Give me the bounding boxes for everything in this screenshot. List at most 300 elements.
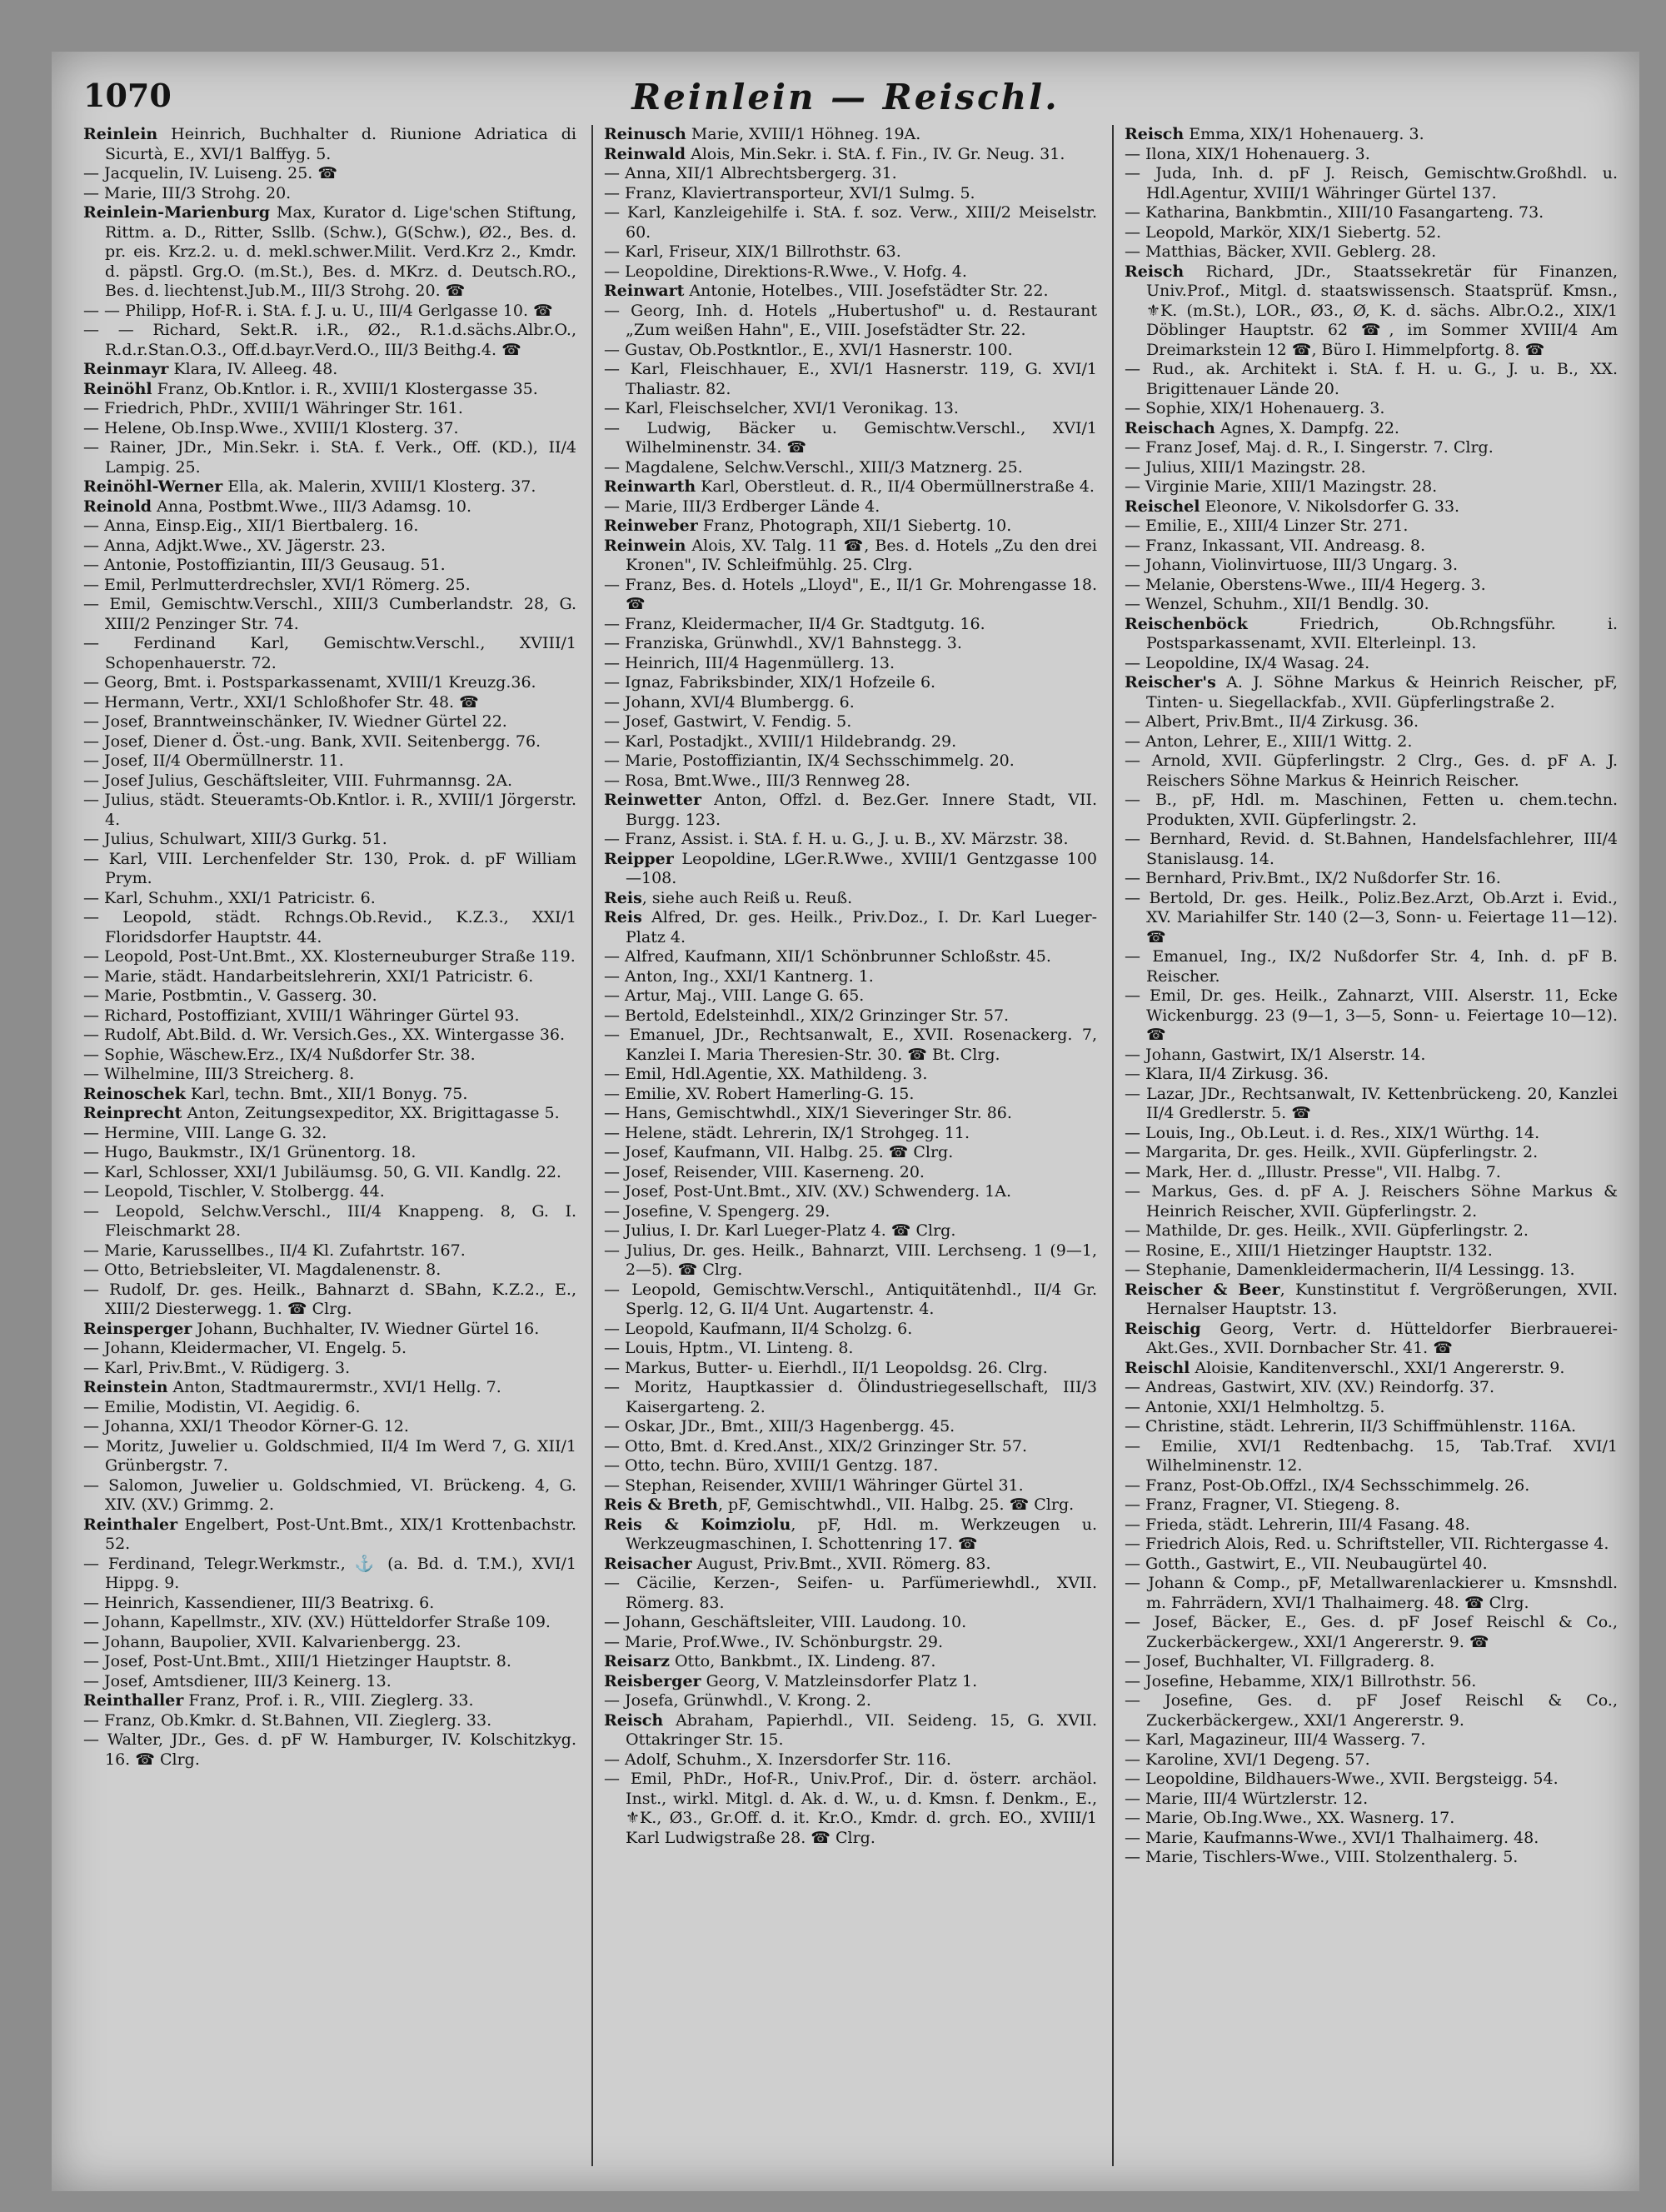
- directory-entry: [604, 1633, 1097, 1653]
- entry-text: — Emil, Hdl.Agentie, XX. Mathildeng. 3.: [604, 1065, 928, 1083]
- entry-text: — Moritz, Hauptkassier d. Ölindustriegesellschaft, III/3 Kaisergarteng. 2.: [604, 1378, 1097, 1416]
- entry-text: — Arnold, XVII. Güpferlingstr. 2 Clrg., Ges. d. pF A. J. Reischers Söhne Markus & Heinrich Reischer.: [1125, 751, 1618, 790]
- directory-entry: [604, 184, 1097, 204]
- entry-text: — Richard, Postoffiziant, XVIII/1 Währinger Gürtel 93.: [83, 1006, 520, 1025]
- directory-entry: [83, 419, 576, 439]
- entry-text: — Josef, Diener d. Öst.-ung. Bank, XVII. Seitenbergg. 76.: [83, 732, 541, 751]
- entry-text: — Johann, Gastwirt, IX/1 Alserstr. 14.: [1125, 1045, 1426, 1064]
- directory-entry: [83, 791, 576, 830]
- directory-entry: [83, 986, 576, 1006]
- entry-surname: Reinöhl: [83, 379, 152, 398]
- directory-entry: [604, 537, 1097, 576]
- entry-surname: Reischenböck: [1125, 614, 1248, 633]
- entry-text: — Emil, Gemischtw.Verschl., XIII/3 Cumberlandstr. 28, G. XIII/2 Penzinger Str. 74.: [83, 595, 576, 633]
- entry-text: — Leopold, Gemischtw.Verschl., Antiquitätenhdl., II/4 Gr. Sperlg. 12, G. II/4 Unt. Augartenstr. 4.: [604, 1280, 1097, 1318]
- directory-entry: [1125, 556, 1618, 576]
- entry-text: — Karoline, XVI/1 Degeng. 57.: [1125, 1750, 1370, 1769]
- entry-surname: Reischl: [1125, 1358, 1190, 1377]
- entry-text: — Josef, Kaufmann, VII. Halbg. 25. ☎ Clrg.: [604, 1143, 954, 1161]
- entry-text: — Virginie Marie, XIII/1 Mazingstr. 28.: [1125, 477, 1438, 496]
- directory-entry: [83, 1437, 576, 1476]
- entry-text: — Anna, Adjkt.Wwe., XV. Jägerstr. 23.: [83, 536, 386, 555]
- directory-entry: [1125, 1281, 1618, 1320]
- entry-text: — Franz Josef, Maj. d. R., I. Singerstr. 7. Clrg.: [1125, 438, 1494, 457]
- directory-entry: [604, 1281, 1097, 1320]
- directory-entry: [83, 1261, 576, 1281]
- entry-text: — Ferdinand, Telegr.Werkmstr., ⚓ (a. Bd. d. T.M.), XVI/1 Hippg. 9.: [83, 1554, 576, 1592]
- entry-text: — Franz, Post-Ob.Offzl., IX/4 Sechsschimmelg. 26.: [1125, 1475, 1530, 1495]
- entry-text: — Emil, Perlmutterdrechsler, XVI/1 Römerg. 25.: [83, 575, 471, 594]
- entry-text: — Marie, Postoffiziantin, IX/4 Sechsschimmelg. 20.: [604, 751, 1015, 770]
- entry-surname: Reischel: [1125, 497, 1200, 516]
- entry-text: — Alfred, Kaufmann, XII/1 Schönbrunner Schloßstr. 45.: [604, 947, 1051, 966]
- directory-entry: [604, 262, 1097, 282]
- entry-text: — Emilie, Modistin, VI. Aegidig. 6.: [83, 1397, 361, 1416]
- directory-entry: [1125, 1221, 1618, 1241]
- entry-text: — Josefine, V. Spengerg. 29.: [604, 1201, 831, 1221]
- entry-text: — Josef, II/4 Obermüllnerstr. 11.: [83, 751, 344, 770]
- directory-entry: [83, 203, 576, 302]
- directory-entry: [604, 830, 1097, 850]
- entry-surname: Reischer's: [1125, 673, 1216, 692]
- entry-text: Alois, XV. Talg. 11 ☎, Bes. d. Hotels „Zu den drei Kronen", IV. Schleifmühlg. 25. Clrg.: [626, 536, 1097, 574]
- entry-text: — Franz, Inkassant, VII. Andreasg. 8.: [1125, 536, 1426, 555]
- directory-entry: [1125, 986, 1618, 1046]
- directory-entry: [83, 321, 576, 360]
- entry-text: — Heinrich, Kassendiener, III/3 Beatrixg. 6.: [83, 1593, 435, 1612]
- entry-surname: Reinwarth: [604, 477, 696, 496]
- directory-entry: [1125, 1085, 1618, 1124]
- directory-entry: [1125, 654, 1618, 674]
- entry-text: — Antonie, XXI/1 Helmholtzg. 5.: [1125, 1397, 1385, 1416]
- directory-entry: [83, 477, 576, 497]
- directory-entry: [83, 1026, 576, 1046]
- entry-surname: Reinwetter: [604, 791, 702, 809]
- directory-entry: [1125, 223, 1618, 243]
- directory-entry: [1125, 791, 1618, 830]
- entry-surname: Reinwein: [604, 536, 686, 555]
- entry-surname: Reinmayr: [83, 360, 169, 378]
- directory-entry: [604, 1104, 1097, 1124]
- entry-text: — Emanuel, Ing., IX/2 Nußdorfer Str. 4, Inh. d. pF B. Reischer.: [1125, 947, 1618, 986]
- directory-entry: [604, 986, 1097, 1006]
- directory-entry: [604, 576, 1097, 615]
- directory-entry: [1125, 537, 1618, 557]
- entry-text: — Artur, Maj., VIII. Lange G. 65.: [604, 986, 865, 1005]
- directory-entry: [83, 1241, 576, 1261]
- directory-entry: [83, 302, 576, 322]
- directory-entry: [83, 1085, 576, 1105]
- directory-entry: [83, 712, 576, 732]
- directory-entry: [1125, 732, 1618, 752]
- directory-entry: [83, 595, 576, 634]
- directory-entry: [604, 947, 1097, 967]
- entry-text: — Otto, Bmt. d. Kred.Anst., XIX/2 Grinzinger Str. 57.: [604, 1436, 1027, 1456]
- directory-entry: [1125, 164, 1618, 203]
- directory-entry: [83, 771, 576, 791]
- entry-text: — Johann & Comp., pF, Metallwarenlackierer u. Kmsnshdl. m. Fahrrädern, XVI/1 Thalhaimerg. 48. ☎ Clrg.: [1125, 1574, 1618, 1612]
- entry-text: — Margarita, Dr. ges. Heilk., XVII. Güpferlingstr. 2.: [1125, 1143, 1539, 1161]
- entry-text: — Mathilde, Dr. ges. Heilk., XVII. Güpferlingstr. 2.: [1125, 1221, 1529, 1240]
- directory-entry: [604, 242, 1097, 262]
- entry-text: — Emilie, XVI/1 Redtenbachg. 15, Tab.Traf. XVI/1 Wilhelminenstr. 12.: [1125, 1436, 1618, 1475]
- directory-entry: [1125, 1652, 1618, 1672]
- directory-entry: [1125, 517, 1618, 537]
- entry-text: Franz, Photograph, XII/1 Siebertg. 10.: [697, 517, 1012, 535]
- directory-entry: [1125, 576, 1618, 596]
- directory-entry: [83, 850, 576, 889]
- directory-entry: [1125, 1320, 1618, 1359]
- directory-entry: [604, 634, 1097, 654]
- entry-text: — Josef, Gastwirt, V. Fendig. 5.: [604, 712, 852, 731]
- entry-text: — Marie, Postbmtin., V. Gasserg. 30.: [83, 986, 377, 1005]
- entry-text: — Matthias, Bäcker, XVII. Geblerg. 28.: [1125, 242, 1437, 261]
- entry-text: — Mark, Her. d. „Illustr. Presse", VII. Halbg. 7.: [1125, 1162, 1501, 1181]
- directory-entry: [1125, 203, 1618, 223]
- directory-entry: [83, 673, 576, 693]
- entry-text: — Johann, XVI/4 Blumbergg. 6.: [604, 692, 855, 712]
- entry-text: Leopoldine, LGer.R.Wwe., XVIII/1 Gentzgasse 100—108.: [626, 849, 1097, 887]
- directory-entry: [604, 1339, 1097, 1359]
- entry-surname: Reinlein-Marienburg: [83, 203, 271, 222]
- entry-text: — Leopold, Kaufmann, II/4 Scholzg. 6.: [604, 1319, 913, 1338]
- directory-entry: [83, 1711, 576, 1731]
- directory-entry: [83, 1163, 576, 1183]
- directory-entry: [604, 419, 1097, 458]
- entry-surname: Reischig: [1125, 1319, 1201, 1338]
- directory-entry: [1125, 1241, 1618, 1261]
- entry-surname: Reischer & Beer: [1125, 1280, 1280, 1299]
- directory-entry: [604, 1555, 1097, 1575]
- entry-text: Alois, Min.Sekr. i. StA. f. Fin., IV. Gr. Neug. 31.: [686, 144, 1065, 163]
- entry-text: — Karl, Friseur, XIX/1 Billrothstr. 63.: [604, 242, 901, 261]
- directory-entry: [604, 203, 1097, 242]
- directory-entry: [604, 1065, 1097, 1085]
- directory-entry: [604, 1456, 1097, 1476]
- entry-text: — Rudolf, Abt.Bild. d. Wr. Versich.Ges., XX. Wintergasse 36.: [83, 1026, 566, 1044]
- entry-text: — Josefa, Grünwhdl., V. Krong. 2.: [604, 1691, 871, 1710]
- directory-entry: [83, 556, 576, 576]
- entry-surname: Reinprecht: [83, 1104, 182, 1122]
- directory-entry: [83, 1182, 576, 1202]
- directory-entry: [1125, 1515, 1618, 1535]
- entry-text: — Hermann, Vertr., XXI/1 Schloßhofer Str. 48. ☎: [83, 692, 479, 712]
- directory-entry: [1125, 1182, 1618, 1221]
- entry-text: — Anton, Ing., XXI/1 Kantnerg. 1.: [604, 966, 874, 986]
- directory-entry: [1125, 125, 1618, 145]
- entry-text: — Leopoldine, Direktions-R.Wwe., V. Hofg. 4.: [604, 262, 967, 281]
- entry-surname: Reinoschek: [83, 1084, 186, 1103]
- directory-entry: [1125, 1574, 1618, 1613]
- entry-text: — Karl, Schuhm., XXI/1 Patricistr. 6.: [83, 888, 376, 907]
- entry-text: — Julius, I. Dr. Karl Lueger-Platz 4. ☎ Clrg.: [604, 1221, 956, 1240]
- directory-entry: [1125, 1378, 1618, 1398]
- directory-entry: [1125, 1809, 1618, 1829]
- entry-text: — Rainer, JDr., Min.Sekr. i. StA. f. Verk., Off. (KD.), II/4 Lampig. 25.: [83, 438, 576, 477]
- directory-entry: [604, 1378, 1097, 1417]
- entry-text: — Walter, JDr., Ges. d. pF W. Hamburger, IV. Kolschitzkyg. 16. ☎ Clrg.: [83, 1730, 576, 1769]
- directory-entry: [83, 576, 576, 596]
- entry-surname: Reisch: [1125, 262, 1185, 281]
- entry-text: — Ludwig, Bäcker u. Gemischtw.Verschl., XVI/1 Wilhelminenstr. 34. ☎: [604, 418, 1097, 457]
- directory-entry: [1125, 1672, 1618, 1692]
- entry-text: — Anna, XII/1 Albrechtsbergerg. 31.: [604, 164, 897, 182]
- directory-entry: [604, 1691, 1097, 1711]
- entry-text: — Franz, Bes. d. Hotels „Lloyd", E., II/1 Gr. Mohrengasse 18. ☎: [604, 575, 1097, 613]
- directory-entry: [83, 517, 576, 537]
- entry-text: — Helene, städt. Lehrerin, IX/1 Strohgeg. 11.: [604, 1123, 970, 1142]
- directory-entry: [1125, 1143, 1618, 1163]
- directory-entry: [1125, 1691, 1618, 1730]
- entry-text: — Adolf, Schuhm., X. Inzersdorfer Str. 116.: [604, 1750, 951, 1769]
- directory-entry: [1125, 497, 1618, 517]
- directory-entry: [83, 399, 576, 419]
- entry-text: A. J. Söhne Markus & Heinrich Reischer, pF, Tinten- u. Siegellackfab., XVII. Güpferlingstraße 2.: [1146, 673, 1618, 712]
- entry-text: — Karl, Priv.Bmt., V. Rüdigerg. 3.: [83, 1358, 351, 1377]
- entry-text: — Salomon, Juwelier u. Goldschmied, VI. Brückeng. 4, G. XIV. (XV.) Grimmg. 2.: [83, 1475, 576, 1514]
- entry-surname: Reischach: [1125, 418, 1215, 437]
- entry-text: — — Richard, Sekt.R. i.R., Ø2., R.1.d.sächs.Albr.O., R.d.r.Stan.O.3., Off.d.bayr.Verd.O., III/3 Beithg.4. ☎: [83, 321, 576, 359]
- directory-entry: [1125, 1750, 1618, 1770]
- entry-text: — Markus, Butter- u. Eierhdl., II/1 Leopoldsg. 26. Clrg.: [604, 1358, 1048, 1377]
- directory-entry: [1125, 615, 1618, 654]
- entry-text: — Marie, Kaufmanns-Wwe., XVI/1 Thalhaimerg. 48.: [1125, 1828, 1539, 1847]
- directory-entry: [604, 1202, 1097, 1222]
- directory-entry: [83, 751, 576, 771]
- entry-text: Otto, Bankbmt., IX. Lindeng. 87.: [669, 1652, 936, 1670]
- directory-entry: [83, 830, 576, 850]
- entry-text: — Moritz, Juwelier u. Goldschmied, II/4 Im Werd 7, G. XII/1 Grünbergstr. 7.: [83, 1436, 576, 1475]
- entry-text: — — Philipp, Hof-R. i. StA. f. J. u. U., III/4 Gerlgasse 10. ☎: [83, 301, 553, 320]
- directory-entry: [604, 1750, 1097, 1770]
- entry-text: — Antonie, Postoffiziantin, III/3 Geusaug. 51.: [83, 556, 446, 574]
- entry-text: , pF, Gemischtwhdl., VII. Halbg. 25. ☎ Clrg.: [717, 1495, 1075, 1514]
- entry-text: — Marie, Prof.Wwe., IV. Schönburgstr. 29.: [604, 1632, 944, 1651]
- directory-entry: [83, 1691, 576, 1711]
- entry-text: , Kunstinstitut f. Vergrößerungen, XVII. Hernalser Hauptstr. 13.: [1146, 1280, 1618, 1318]
- directory-entry: [604, 517, 1097, 537]
- directory-entry: [83, 1143, 576, 1163]
- entry-text: — Johann, Violinvirtuose, III/3 Ungarg. 3.: [1125, 556, 1459, 574]
- entry-text: — Louis, Hptm., VI. Linteng. 8.: [604, 1339, 854, 1357]
- directory-entry: [83, 1730, 576, 1770]
- entry-text: — Friedrich, PhDr., XVIII/1 Währinger Str. 161.: [83, 399, 463, 417]
- directory-entry: [1125, 1555, 1618, 1575]
- column-divider: [591, 125, 593, 2166]
- entry-surname: Reinold: [83, 497, 152, 516]
- directory-entry: [604, 1476, 1097, 1496]
- entry-text: Klara, IV. Alleeg. 48.: [168, 360, 338, 378]
- directory-entry: [83, 125, 576, 164]
- entry-text: — Andreas, Gastwirt, XIV. (XV.) Reindorfg. 37.: [1125, 1378, 1495, 1396]
- directory-entry: [83, 1672, 576, 1692]
- directory-entry: [604, 125, 1097, 145]
- directory-entry: [83, 1594, 576, 1614]
- entry-text: — Johanna, XXI/1 Theodor Körner-G. 12.: [83, 1417, 409, 1436]
- entry-text: Anton, Zeitungsexpeditor, XX. Brigittagasse 5.: [182, 1104, 560, 1122]
- directory-entry: [604, 1711, 1097, 1750]
- running-title: Reinlein — Reischl.: [631, 77, 1060, 117]
- entry-surname: Reinthaler: [83, 1515, 178, 1534]
- entry-text: — Wenzel, Schuhm., XII/1 Bendlg. 30.: [1125, 595, 1429, 613]
- entry-surname: Reinlein: [83, 125, 158, 143]
- directory-entry: [83, 1065, 576, 1085]
- directory-columns: [83, 125, 1624, 2166]
- entry-surname: Reis & Koimziolu: [604, 1515, 791, 1534]
- entry-text: — Magdalene, Selchw.Verschl., XIII/3 Matznerg. 25.: [604, 457, 1023, 477]
- directory-entry: [604, 1417, 1097, 1437]
- entry-text: — Sophie, XIX/1 Hohenauerg. 3.: [1125, 399, 1385, 417]
- directory-entry: [604, 1026, 1097, 1065]
- entry-text: — Marie, Ob.Ing.Wwe., XX. Wasnerg. 17.: [1125, 1809, 1455, 1827]
- entry-text: Abraham, Papierhdl., VII. Seideng. 15, G. XVII. Ottakringer Str. 15.: [626, 1710, 1097, 1749]
- entry-text: Johann, Buchhalter, IV. Wiedner Gürtel 16.: [192, 1319, 540, 1338]
- entry-surname: Reinthaller: [83, 1691, 184, 1710]
- directory-entry: [604, 399, 1097, 419]
- entry-text: — Leopoldine, Bildhauers-Wwe., XVII. Bergsteigg. 54.: [1125, 1770, 1559, 1788]
- entry-text: — Josef, Branntweinschänker, IV. Wiedner Gürtel 22.: [83, 712, 507, 731]
- directory-entry: [1125, 1495, 1618, 1515]
- directory-entry: [1125, 1046, 1618, 1066]
- directory-entry: [1125, 262, 1618, 361]
- directory-entry: [83, 1104, 576, 1124]
- directory-entry: [1125, 1476, 1618, 1496]
- entry-text: Georg, Vertr. d. Hütteldorfer Bierbrauerei-Akt.Ges., XVII. Dornbacher Str. 41. ☎: [1146, 1319, 1618, 1357]
- directory-entry: [1125, 1535, 1618, 1555]
- entry-text: Georg, V. Matzleinsdorfer Platz 1.: [701, 1671, 978, 1690]
- entry-text: — Marie, III/3 Erdberger Lände 4.: [604, 497, 880, 516]
- directory-entry: [1125, 1790, 1618, 1810]
- entry-text: Anna, Postbmt.Wwe., III/3 Adamsg. 10.: [152, 497, 472, 516]
- directory-entry: [604, 164, 1097, 184]
- entry-surname: Reinwart: [604, 282, 685, 300]
- directory-entry: [1125, 673, 1618, 712]
- directory-entry: [83, 1359, 576, 1379]
- entry-text: — Josefine, Ges. d. pF Josef Reischl & Co., Zuckerbäckergew., XXI/1 Angererstr. 9.: [1125, 1691, 1618, 1730]
- directory-entry: [604, 1613, 1097, 1633]
- directory-entry: [83, 1202, 576, 1241]
- entry-text: — Albert, Priv.Bmt., II/4 Zirkusg. 36.: [1125, 712, 1419, 731]
- entry-text: — Josef, Buchhalter, VI. Fillgraderg. 8.: [1125, 1652, 1435, 1670]
- directory-entry: [604, 693, 1097, 713]
- column-3: [1125, 125, 1618, 2166]
- directory-entry: [1125, 419, 1618, 439]
- entry-text: — Karl, Fleischhauer, E., XVI/1 Hasnerstr. 119, G. XVI/1 Thaliastr. 82.: [604, 360, 1097, 398]
- directory-entry: [604, 302, 1097, 341]
- entry-text: — Leopold, Selchw.Verschl., III/4 Knappeng. 8, G. I. Fleischmarkt 28.: [83, 1201, 576, 1240]
- directory-entry: [604, 791, 1097, 830]
- entry-text: — Marie, III/3 Strohg. 20.: [83, 183, 292, 202]
- directory-entry: [83, 438, 576, 477]
- entry-text: — Karl, Schlosser, XXI/1 Jubiläumsg. 50, G. VII. Kandlg. 22.: [83, 1162, 561, 1181]
- entry-text: — Leopold, Markör, XIX/1 Siebertg. 52.: [1125, 222, 1442, 242]
- entry-text: — Josef, Reisender, VIII. Kaserneng. 20.: [604, 1162, 925, 1181]
- directory-entry: [83, 1633, 576, 1653]
- entry-text: — Franz, Kleidermacher, II/4 Gr. Stadtgutg. 16.: [604, 614, 985, 633]
- entry-text: — Josefine, Hebamme, XIX/1 Billrothstr. 56.: [1125, 1671, 1477, 1690]
- entry-text: — Karl, Postadjkt., XVIII/1 Hildebrandg. 29.: [604, 732, 957, 751]
- directory-entry: [604, 341, 1097, 361]
- directory-entry: [1125, 360, 1618, 399]
- directory-entry: [604, 1574, 1097, 1613]
- entry-text: — Marie, Tischlers-Wwe., VIII. Stolzenthalerg. 5.: [1125, 1848, 1519, 1866]
- directory-entry: [604, 967, 1097, 987]
- directory-entry: [83, 1046, 576, 1066]
- entry-text: — Bernhard, Priv.Bmt., IX/2 Nußdorfer Str. 16.: [1125, 869, 1501, 887]
- entry-text: Aloisie, Kanditenverschl., XXI/1 Angererstr. 9.: [1190, 1358, 1565, 1377]
- directory-entry: [83, 360, 576, 380]
- entry-text: Karl, Oberstleut. d. R., II/4 Obermüllnerstraße 4.: [696, 477, 1095, 496]
- directory-entry: [1125, 242, 1618, 262]
- directory-entry: [83, 1006, 576, 1026]
- column-1: [83, 125, 576, 2166]
- directory-entry: [604, 1124, 1097, 1144]
- directory-entry: [83, 1281, 576, 1320]
- directory-entry: [83, 497, 576, 517]
- entry-text: — Marie, städt. Handarbeitslehrerin, XXI/1 Patricistr. 6.: [83, 966, 534, 986]
- directory-entry: [604, 1241, 1097, 1281]
- directory-entry: [1125, 1261, 1618, 1281]
- entry-text: — Heinrich, III/4 Hagenmüllerg. 13.: [604, 653, 895, 672]
- directory-entry: [83, 1555, 576, 1594]
- directory-entry: [604, 908, 1097, 947]
- entry-text: — Hugo, Baukmstr., IX/1 Grünentorg. 18.: [83, 1143, 416, 1161]
- directory-entry: [83, 1398, 576, 1418]
- page-header: [52, 77, 1639, 123]
- entry-text: — Josef, Amtsdiener, III/3 Keinerg. 13.: [83, 1671, 392, 1690]
- entry-text: — Louis, Ing., Ob.Leut. i. d. Res., XIX/1 Würthg. 14.: [1125, 1123, 1540, 1142]
- directory-entry: [83, 184, 576, 204]
- entry-text: Franz, Ob.Kntlor. i. R., XVIII/1 Klostergasse 35.: [152, 379, 538, 398]
- entry-text: — Oskar, JDr., Bmt., XIII/3 Hagenbergg. 45.: [604, 1417, 955, 1436]
- directory-entry: [604, 1495, 1097, 1515]
- entry-text: — Johann, Kleidermacher, VI. Engelg. 5.: [83, 1339, 407, 1357]
- directory-entry: [604, 1221, 1097, 1241]
- entry-text: — Emilie, XV. Robert Hamerling-G. 15.: [604, 1084, 915, 1103]
- directory-entry: [83, 537, 576, 557]
- entry-text: — Emil, PhDr., Hof-R., Univ.Prof., Dir. d. österr. archäol. Inst., wirkl. Mitgl. d. Ak. d. W., u. d. Kmsn. f. Denkm., E., ⚜K., Ø3., Gr.Off. d. it. Kr.O., Kmdr. d. grch. EO., XVIII/1 Karl Ludwigstraße 28. ☎ Clrg.: [604, 1770, 1097, 1847]
- entry-text: — Juda, Inh. d. pF J. Reisch, Gemischtw.Großhdl. u. Hdl.Agentur, XVIII/1 Währinger Gürtel 137.: [1125, 164, 1618, 202]
- entry-text: — Lazar, JDr., Rechtsanwalt, IV. Kettenbrückeng. 20, Kanzlei II/4 Gredlerstr. 5. ☎: [1125, 1084, 1618, 1122]
- directory-entry: [604, 282, 1097, 302]
- entry-surname: Reisarz: [604, 1652, 670, 1670]
- entry-text: — Gotth., Gastwirt, E., VII. Neubaugürtel 40.: [1125, 1554, 1488, 1573]
- directory-entry: [604, 1515, 1097, 1555]
- directory-entry: [604, 1182, 1097, 1202]
- directory-entry: [604, 712, 1097, 732]
- directory-entry: [604, 615, 1097, 635]
- entry-text: — Gustav, Ob.Postkntlor., E., XVI/1 Hasnerstr. 100.: [604, 340, 1013, 359]
- entry-text: — Ignaz, Fabriksbinder, XIX/1 Hofzeile 6.: [604, 673, 936, 692]
- directory-entry: [83, 1515, 576, 1555]
- entry-surname: Reinsperger: [83, 1319, 192, 1338]
- directory-entry: [604, 458, 1097, 478]
- entry-text: Antonie, Hotelbes., VIII. Josefstädter Str. 22.: [684, 282, 1049, 300]
- entry-surname: Reis: [604, 888, 642, 907]
- directory-entry: [1125, 1065, 1618, 1085]
- entry-text: — Johann, Kapellmstr., XIV. (XV.) Hütteldorfer Straße 109.: [83, 1613, 551, 1631]
- directory-entry: [1125, 869, 1618, 889]
- entry-text: — Ilona, XIX/1 Hohenauerg. 3.: [1125, 144, 1370, 163]
- directory-entry: [1125, 830, 1618, 869]
- column-2: [604, 125, 1097, 2166]
- entry-text: — Rosine, E., XIII/1 Hietzinger Hauptstr. 132.: [1125, 1241, 1493, 1260]
- entry-text: , pF, Hdl. m. Werkzeugen u. Werkzeugmaschinen, I. Schottenring 17. ☎: [626, 1515, 1097, 1553]
- directory-entry: [1125, 889, 1618, 948]
- directory-entry: [1125, 399, 1618, 419]
- entry-text: — Marie, Karussellbes., II/4 Kl. Zufahrtstr. 167.: [83, 1241, 466, 1260]
- entry-surname: Reinöhl-Werner: [83, 477, 223, 496]
